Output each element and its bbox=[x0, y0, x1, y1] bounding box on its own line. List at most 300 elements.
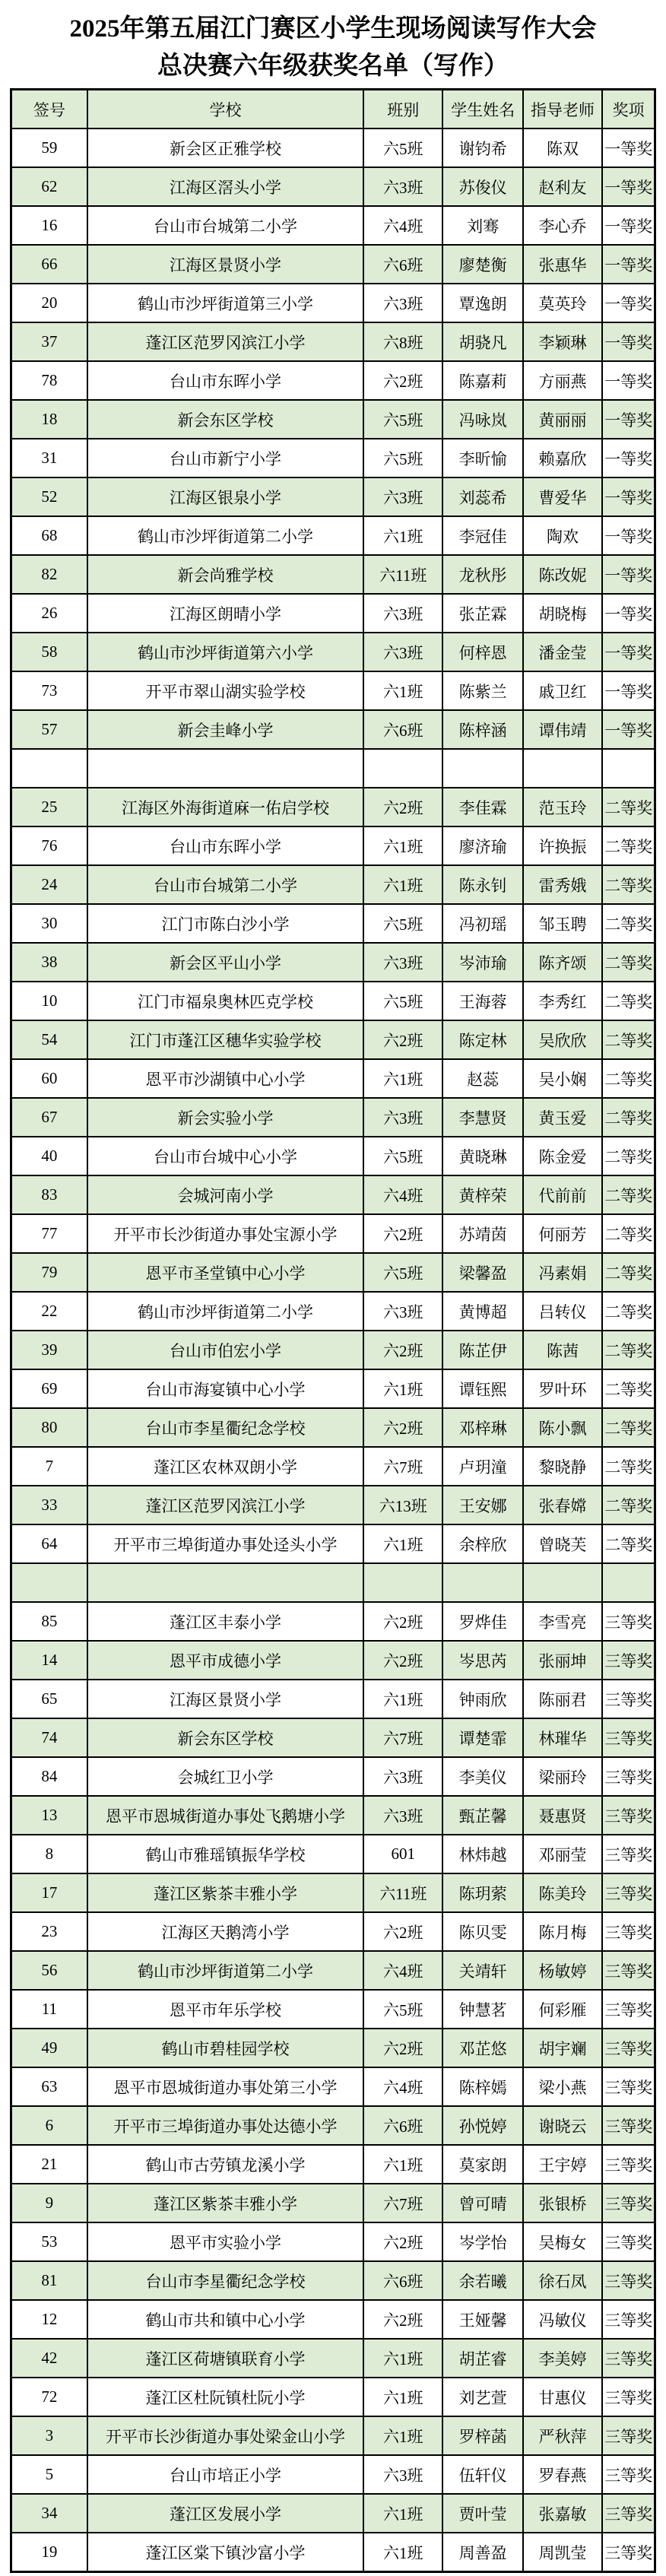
cell-teacher: 梁小燕 bbox=[523, 2067, 602, 2106]
cell-student-name: 苏靖茵 bbox=[442, 1214, 522, 1253]
cell-school: 会城河南小学 bbox=[87, 1175, 363, 1214]
cell-award: 三等奖 bbox=[602, 2378, 655, 2416]
cell-sign-no: 37 bbox=[11, 322, 87, 361]
table-row bbox=[11, 1718, 655, 1757]
cell-sign-no: 69 bbox=[11, 1369, 87, 1408]
cell-student-name: 邓芷悠 bbox=[442, 2029, 522, 2067]
cell-student-name: 龙秋彤 bbox=[442, 555, 522, 594]
table-row bbox=[11, 710, 655, 749]
cell-class: 六1班 bbox=[363, 865, 442, 904]
table-row bbox=[11, 2222, 655, 2261]
cell-sign-no: 8 bbox=[11, 1835, 87, 1873]
cell-student-name: 岑思芮 bbox=[442, 1641, 522, 1680]
table-row bbox=[11, 943, 655, 982]
cell-award: 一等奖 bbox=[602, 516, 655, 555]
cell-sign-no: 38 bbox=[11, 943, 87, 982]
table-row bbox=[11, 206, 655, 245]
cell-school: 恩平市恩城街道办事处第三小学 bbox=[87, 2067, 363, 2106]
table-row bbox=[11, 1835, 655, 1873]
cell-sign-no: 30 bbox=[11, 904, 87, 943]
cell-class: 六5班 bbox=[363, 982, 442, 1020]
cell-teacher: 梁丽玲 bbox=[523, 1757, 602, 1796]
cell-school: 新会东区学校 bbox=[87, 400, 363, 439]
cell-teacher: 林璀华 bbox=[523, 1718, 602, 1757]
cell-award: 三等奖 bbox=[602, 2300, 655, 2339]
cell-teacher: 陈双 bbox=[523, 128, 602, 167]
cell-school: 蓬江区范罗冈滨江小学 bbox=[87, 322, 363, 361]
table-row bbox=[11, 1796, 655, 1835]
table-row bbox=[11, 245, 655, 284]
cell-sign-no: 3 bbox=[11, 2416, 87, 2455]
cell-student-name: 钟慧茗 bbox=[442, 1990, 522, 2029]
cell-teacher: 赵利友 bbox=[523, 167, 602, 206]
cell-student-name: 周善盈 bbox=[442, 2533, 522, 2572]
cell-class: 六1班 bbox=[363, 1059, 442, 1098]
table-row bbox=[11, 439, 655, 477]
cell-award: 二等奖 bbox=[602, 982, 655, 1020]
cell-class: 六1班 bbox=[363, 2533, 442, 2572]
cell-teacher: 李美婷 bbox=[523, 2339, 602, 2378]
cell-sign-no: 40 bbox=[11, 1137, 87, 1175]
cell-award: 三等奖 bbox=[602, 1680, 655, 1718]
cell-award: 一等奖 bbox=[602, 167, 655, 206]
cell-award: 三等奖 bbox=[602, 2029, 655, 2067]
cell-award: 二等奖 bbox=[602, 1137, 655, 1175]
header-class: 班别 bbox=[363, 90, 442, 129]
cell-award: 一等奖 bbox=[602, 594, 655, 633]
cell-award: 一等奖 bbox=[602, 555, 655, 594]
cell-sign-no: 11 bbox=[11, 1990, 87, 2029]
cell-award: 三等奖 bbox=[602, 2184, 655, 2222]
cell-school: 会城红卫小学 bbox=[87, 1757, 363, 1796]
cell-class: 六2班 bbox=[363, 788, 442, 826]
cell-class: 六1班 bbox=[363, 2494, 442, 2533]
cell-student-name: 岑学怡 bbox=[442, 2222, 522, 2261]
cell-sign-no: 6 bbox=[11, 2106, 87, 2145]
cell-sign-no: 78 bbox=[11, 361, 87, 400]
cell-sign-no: 49 bbox=[11, 2029, 87, 2067]
cell-award: 三等奖 bbox=[602, 1718, 655, 1757]
table-row bbox=[11, 1951, 655, 1990]
cell-award: 三等奖 bbox=[602, 1873, 655, 1912]
cell-teacher: 莫英玲 bbox=[523, 284, 602, 322]
cell-student-name: 陈梓嫣 bbox=[442, 2067, 522, 2106]
cell-school: 新会实验小学 bbox=[87, 1098, 363, 1137]
cell-award: 二等奖 bbox=[602, 1486, 655, 1524]
cell-class: 六7班 bbox=[363, 2184, 442, 2222]
cell-student-name: 廖济瑜 bbox=[442, 826, 522, 865]
cell-teacher: 张春嫦 bbox=[523, 1486, 602, 1524]
cell-class: 六5班 bbox=[363, 400, 442, 439]
cell-student-name: 胡骁凡 bbox=[442, 322, 522, 361]
cell-school: 蓬江区荷塘镇联育小学 bbox=[87, 2339, 363, 2378]
cell-class: 六2班 bbox=[363, 1020, 442, 1059]
cell-student-name: 黄晓琳 bbox=[442, 1137, 522, 1175]
cell-school: 蓬江区发展小学 bbox=[87, 2494, 363, 2533]
cell-student-name: 陈玥萦 bbox=[442, 1873, 522, 1912]
cell-student-name: 罗梓菡 bbox=[442, 2416, 522, 2455]
cell-class: 六13班 bbox=[363, 1486, 442, 1524]
cell-sign-no: 63 bbox=[11, 2067, 87, 2106]
cell-school: 台山市台城第二小学 bbox=[87, 206, 363, 245]
table-row bbox=[11, 2145, 655, 2184]
cell-school: 恩平市成德小学 bbox=[87, 1641, 363, 1680]
cell-teacher: 张银桥 bbox=[523, 2184, 602, 2222]
cell-class: 六5班 bbox=[363, 1137, 442, 1175]
cell-teacher: 陈美玲 bbox=[523, 1873, 602, 1912]
cell-student-name: 苏俊仪 bbox=[442, 167, 522, 206]
cell-school: 蓬江区农林双朗小学 bbox=[87, 1447, 363, 1486]
cell-class: 六1班 bbox=[363, 1369, 442, 1408]
cell-school: 江海区银泉小学 bbox=[87, 477, 363, 516]
cell-teacher bbox=[523, 749, 602, 788]
cell-teacher: 黄玉爱 bbox=[523, 1098, 602, 1137]
table-row bbox=[11, 1292, 655, 1331]
cell-class: 六3班 bbox=[363, 167, 442, 206]
table-row bbox=[11, 2494, 655, 2533]
document-title bbox=[0, 0, 666, 88]
cell-teacher: 何彩雁 bbox=[523, 1990, 602, 2029]
table-row bbox=[11, 1680, 655, 1718]
cell-school: 新会尚雅学校 bbox=[87, 555, 363, 594]
table-row bbox=[11, 128, 655, 167]
cell-sign-no: 21 bbox=[11, 2145, 87, 2184]
cell-teacher: 范玉玲 bbox=[523, 788, 602, 826]
cell-award: 二等奖 bbox=[602, 1292, 655, 1331]
cell-school: 台山市新宁小学 bbox=[87, 439, 363, 477]
cell-school: 开平市长沙街道办事处梁金山小学 bbox=[87, 2416, 363, 2455]
cell-sign-no: 59 bbox=[11, 128, 87, 167]
cell-student-name: 钟雨欣 bbox=[442, 1680, 522, 1718]
cell-student-name: 陈永钊 bbox=[442, 865, 522, 904]
cell-sign-no: 24 bbox=[11, 865, 87, 904]
cell-school: 台山市李星衢纪念学校 bbox=[87, 1408, 363, 1447]
cell-student-name: 李昕愉 bbox=[442, 439, 522, 477]
table-row bbox=[11, 1912, 655, 1951]
cell-award: 二等奖 bbox=[602, 788, 655, 826]
cell-award: 一等奖 bbox=[602, 245, 655, 284]
table-row bbox=[11, 982, 655, 1020]
cell-school: 开平市长沙街道办事处宝源小学 bbox=[87, 1214, 363, 1253]
cell-student-name bbox=[442, 1563, 522, 1602]
cell-student-name: 胡芷睿 bbox=[442, 2339, 522, 2378]
cell-class: 六3班 bbox=[363, 1292, 442, 1331]
table-row bbox=[11, 826, 655, 865]
table-row bbox=[11, 2300, 655, 2339]
cell-award: 二等奖 bbox=[602, 943, 655, 982]
table-row bbox=[11, 516, 655, 555]
cell-student-name: 冯初瑶 bbox=[442, 904, 522, 943]
cell-teacher: 胡晓梅 bbox=[523, 594, 602, 633]
table-row bbox=[11, 1641, 655, 1680]
cell-student-name: 陈梓涵 bbox=[442, 710, 522, 749]
cell-award: 三等奖 bbox=[602, 1835, 655, 1873]
cell-student-name: 卢玥潼 bbox=[442, 1447, 522, 1486]
cell-student-name: 冯咏岚 bbox=[442, 400, 522, 439]
cell-student-name: 谭楚霏 bbox=[442, 1718, 522, 1757]
cell-award: 二等奖 bbox=[602, 1098, 655, 1137]
cell-sign-no: 64 bbox=[11, 1524, 87, 1563]
cell-class: 六5班 bbox=[363, 1990, 442, 2029]
cell-sign-no: 76 bbox=[11, 826, 87, 865]
table-row bbox=[11, 865, 655, 904]
cell-award: 三等奖 bbox=[602, 1912, 655, 1951]
cell-class: 六5班 bbox=[363, 439, 442, 477]
cell-school: 江海区景贤小学 bbox=[87, 1680, 363, 1718]
table-row bbox=[11, 2378, 655, 2416]
cell-student-name: 覃逸朗 bbox=[442, 284, 522, 322]
header-award: 奖项 bbox=[602, 90, 655, 129]
table-row bbox=[11, 167, 655, 206]
cell-sign-no: 66 bbox=[11, 245, 87, 284]
cell-sign-no: 39 bbox=[11, 1331, 87, 1369]
cell-sign-no: 14 bbox=[11, 1641, 87, 1680]
table-row bbox=[11, 1098, 655, 1137]
table-row bbox=[11, 2261, 655, 2300]
cell-school: 鹤山市沙坪街道第二小学 bbox=[87, 516, 363, 555]
cell-sign-no: 13 bbox=[11, 1796, 87, 1835]
cell-sign-no: 65 bbox=[11, 1680, 87, 1718]
cell-school bbox=[87, 749, 363, 788]
cell-award: 三等奖 bbox=[602, 1641, 655, 1680]
header-row bbox=[11, 90, 655, 129]
cell-student-name: 伍轩仪 bbox=[442, 2455, 522, 2494]
cell-teacher: 赖嘉欣 bbox=[523, 439, 602, 477]
cell-teacher: 黎晓静 bbox=[523, 1447, 602, 1486]
table-row bbox=[11, 2455, 655, 2494]
cell-class: 六2班 bbox=[363, 1408, 442, 1447]
cell-award: 一等奖 bbox=[602, 710, 655, 749]
cell-award: 二等奖 bbox=[602, 1408, 655, 1447]
cell-teacher: 冯素娟 bbox=[523, 1253, 602, 1292]
table-row bbox=[11, 2106, 655, 2145]
cell-sign-no: 42 bbox=[11, 2339, 87, 2378]
cell-teacher: 罗叶环 bbox=[523, 1369, 602, 1408]
cell-award: 三等奖 bbox=[602, 2533, 655, 2572]
cell-sign-no: 68 bbox=[11, 516, 87, 555]
cell-sign-no: 34 bbox=[11, 2494, 87, 2533]
table-row bbox=[11, 1873, 655, 1912]
cell-school: 新会区平山小学 bbox=[87, 943, 363, 982]
cell-award: 三等奖 bbox=[602, 2455, 655, 2494]
table-row bbox=[11, 671, 655, 710]
cell-class: 六6班 bbox=[363, 710, 442, 749]
cell-student-name: 罗烨佳 bbox=[442, 1602, 522, 1641]
cell-teacher: 曾晓芙 bbox=[523, 1524, 602, 1563]
cell-class: 六4班 bbox=[363, 2067, 442, 2106]
cell-sign-no: 20 bbox=[11, 284, 87, 322]
cell-award: 三等奖 bbox=[602, 2416, 655, 2455]
cell-school: 台山市台城中心小学 bbox=[87, 1137, 363, 1175]
cell-class: 六2班 bbox=[363, 1214, 442, 1253]
cell-student-name: 余若曦 bbox=[442, 2261, 522, 2300]
award-table bbox=[10, 88, 656, 2573]
cell-teacher: 吕转仪 bbox=[523, 1292, 602, 1331]
cell-school: 江门市福泉奥林匹克学校 bbox=[87, 982, 363, 1020]
cell-student-name: 梁馨盈 bbox=[442, 1253, 522, 1292]
header-school: 学校 bbox=[87, 90, 363, 129]
cell-award: 三等奖 bbox=[602, 2222, 655, 2261]
cell-award: 二等奖 bbox=[602, 1059, 655, 1098]
cell-student-name bbox=[442, 749, 522, 788]
cell-student-name: 黄梓荣 bbox=[442, 1175, 522, 1214]
table-row bbox=[11, 322, 655, 361]
cell-school: 台山市台城第二小学 bbox=[87, 865, 363, 904]
cell-class: 六5班 bbox=[363, 128, 442, 167]
cell-class: 六2班 bbox=[363, 1331, 442, 1369]
cell-school: 鹤山市雅瑶镇振华学校 bbox=[87, 1835, 363, 1873]
cell-class: 六6班 bbox=[363, 2106, 442, 2145]
cell-award: 三等奖 bbox=[602, 1951, 655, 1990]
cell-sign-no: 52 bbox=[11, 477, 87, 516]
cell-award bbox=[602, 749, 655, 788]
table-row bbox=[11, 284, 655, 322]
cell-teacher: 陈茜 bbox=[523, 1331, 602, 1369]
cell-sign-no: 25 bbox=[11, 788, 87, 826]
cell-teacher: 许换振 bbox=[523, 826, 602, 865]
cell-school: 蓬江区杜阮镇杜阮小学 bbox=[87, 2378, 363, 2416]
cell-sign-no: 26 bbox=[11, 594, 87, 633]
table-row bbox=[11, 1408, 655, 1447]
cell-teacher: 李雪亮 bbox=[523, 1602, 602, 1641]
cell-student-name: 王娅馨 bbox=[442, 2300, 522, 2339]
cell-award: 二等奖 bbox=[602, 865, 655, 904]
cell-teacher: 陈金爱 bbox=[523, 1137, 602, 1175]
cell-school: 台山市东晖小学 bbox=[87, 826, 363, 865]
cell-student-name: 李佳霖 bbox=[442, 788, 522, 826]
cell-teacher: 徐石凤 bbox=[523, 2261, 602, 2300]
cell-student-name: 黄博超 bbox=[442, 1292, 522, 1331]
cell-award: 三等奖 bbox=[602, 2494, 655, 2533]
table-row bbox=[11, 1486, 655, 1524]
cell-award: 二等奖 bbox=[602, 1447, 655, 1486]
table-row bbox=[11, 1137, 655, 1175]
cell-sign-no: 83 bbox=[11, 1175, 87, 1214]
cell-student-name: 赵蕊 bbox=[442, 1059, 522, 1098]
table-row bbox=[11, 1990, 655, 2029]
cell-award: 二等奖 bbox=[602, 1020, 655, 1059]
cell-award: 三等奖 bbox=[602, 1990, 655, 2029]
cell-school: 鹤山市沙坪街道第二小学 bbox=[87, 1292, 363, 1331]
table-row bbox=[11, 594, 655, 633]
cell-class: 六8班 bbox=[363, 322, 442, 361]
header-teacher: 指导老师 bbox=[523, 90, 602, 129]
cell-school: 江海区滘头小学 bbox=[87, 167, 363, 206]
cell-award: 二等奖 bbox=[602, 1214, 655, 1253]
cell-teacher: 吴小娴 bbox=[523, 1059, 602, 1098]
cell-award: 三等奖 bbox=[602, 2261, 655, 2300]
cell-school: 恩平市圣堂镇中心小学 bbox=[87, 1253, 363, 1292]
cell-class: 六3班 bbox=[363, 284, 442, 322]
cell-school: 江海区朗晴小学 bbox=[87, 594, 363, 633]
table-row bbox=[11, 1524, 655, 1563]
cell-class: 六4班 bbox=[363, 206, 442, 245]
cell-student-name: 贾叶莹 bbox=[442, 2494, 522, 2533]
cell-class: 六3班 bbox=[363, 1796, 442, 1835]
cell-student-name: 陈紫兰 bbox=[442, 671, 522, 710]
cell-school: 鹤山市沙坪街道第二小学 bbox=[87, 1951, 363, 1990]
cell-sign-no bbox=[11, 1563, 87, 1602]
cell-class: 六1班 bbox=[363, 2416, 442, 2455]
cell-teacher: 罗春燕 bbox=[523, 2455, 602, 2494]
cell-teacher: 潘金莹 bbox=[523, 633, 602, 671]
cell-student-name: 余梓欣 bbox=[442, 1524, 522, 1563]
cell-student-name: 陈嘉莉 bbox=[442, 361, 522, 400]
cell-school: 蓬江区紫茶丰雅小学 bbox=[87, 1873, 363, 1912]
table-row bbox=[11, 2067, 655, 2106]
cell-teacher: 陈齐颂 bbox=[523, 943, 602, 982]
cell-school: 鹤山市古劳镇龙溪小学 bbox=[87, 2145, 363, 2184]
cell-sign-no: 81 bbox=[11, 2261, 87, 2300]
separator-row bbox=[11, 1563, 655, 1602]
cell-sign-no: 16 bbox=[11, 206, 87, 245]
separator-row bbox=[11, 749, 655, 788]
cell-school: 新会区正雅学校 bbox=[87, 128, 363, 167]
table-row bbox=[11, 1059, 655, 1098]
cell-class: 六3班 bbox=[363, 477, 442, 516]
cell-sign-no: 53 bbox=[11, 2222, 87, 2261]
cell-school: 鹤山市沙坪街道第三小学 bbox=[87, 284, 363, 322]
cell-school: 鹤山市共和镇中心小学 bbox=[87, 2300, 363, 2339]
cell-award: 二等奖 bbox=[602, 1175, 655, 1214]
cell-award: 一等奖 bbox=[602, 633, 655, 671]
cell-award: 一等奖 bbox=[602, 128, 655, 167]
cell-class: 六1班 bbox=[363, 2339, 442, 2378]
cell-teacher: 谭伟靖 bbox=[523, 710, 602, 749]
cell-award: 二等奖 bbox=[602, 1369, 655, 1408]
cell-teacher: 李秀红 bbox=[523, 982, 602, 1020]
cell-class: 六11班 bbox=[363, 1873, 442, 1912]
cell-sign-no: 23 bbox=[11, 1912, 87, 1951]
cell-teacher: 雷秀娥 bbox=[523, 865, 602, 904]
table-row bbox=[11, 904, 655, 943]
cell-school: 江门市蓬江区穗华实验学校 bbox=[87, 1020, 363, 1059]
cell-school: 开平市三埠街道办事处迳头小学 bbox=[87, 1524, 363, 1563]
cell-sign-no: 62 bbox=[11, 167, 87, 206]
cell-sign-no: 33 bbox=[11, 1486, 87, 1524]
cell-teacher: 周凯莹 bbox=[523, 2533, 602, 2572]
table-row bbox=[11, 1253, 655, 1292]
cell-sign-no: 74 bbox=[11, 1718, 87, 1757]
table-row bbox=[11, 1602, 655, 1641]
cell-sign-no: 9 bbox=[11, 2184, 87, 2222]
cell-student-name: 陈定林 bbox=[442, 1020, 522, 1059]
cell-school: 台山市李星衢纪念学校 bbox=[87, 2261, 363, 2300]
cell-student-name: 王安娜 bbox=[442, 1486, 522, 1524]
cell-school: 鹤山市碧桂园学校 bbox=[87, 2029, 363, 2067]
cell-class: 六2班 bbox=[363, 2029, 442, 2067]
table-row bbox=[11, 2184, 655, 2222]
cell-award: 一等奖 bbox=[602, 477, 655, 516]
cell-school: 蓬江区丰泰小学 bbox=[87, 1602, 363, 1641]
cell-sign-no: 5 bbox=[11, 2455, 87, 2494]
cell-student-name: 陈贝雯 bbox=[442, 1912, 522, 1951]
cell-sign-no: 60 bbox=[11, 1059, 87, 1098]
cell-class: 六2班 bbox=[363, 2222, 442, 2261]
cell-award: 二等奖 bbox=[602, 904, 655, 943]
cell-teacher: 张惠华 bbox=[523, 245, 602, 284]
cell-teacher: 陈丽君 bbox=[523, 1680, 602, 1718]
cell-school: 台山市东晖小学 bbox=[87, 361, 363, 400]
table-row bbox=[11, 1757, 655, 1796]
cell-teacher: 胡宇斓 bbox=[523, 2029, 602, 2067]
cell-student-name: 王海蓉 bbox=[442, 982, 522, 1020]
cell-award: 一等奖 bbox=[602, 322, 655, 361]
cell-teacher: 邹玉聘 bbox=[523, 904, 602, 943]
cell-teacher: 严秋萍 bbox=[523, 2416, 602, 2455]
cell-student-name: 刘蕊希 bbox=[442, 477, 522, 516]
cell-school: 恩平市沙湖镇中心小学 bbox=[87, 1059, 363, 1098]
